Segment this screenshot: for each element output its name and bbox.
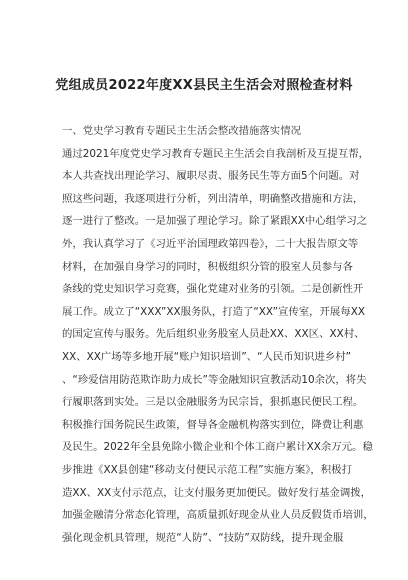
paragraph-line: 行履职落到实处。三是以金融服务为民宗旨，狠抓惠民便民工程。 <box>62 396 364 409</box>
paragraph-line: 条线的党史知识学习竞赛，强化党建对业务的引领。二是创新性开 <box>62 283 364 296</box>
paragraph-line: 造XX、XX支付示范点，让支付服务更加便民。做好发行基金调拨， <box>62 486 372 499</box>
paragraph-line: 强化现金机具管理，规范“人防”、“技防”双防线，提升现金服 <box>62 531 344 544</box>
paragraph-line: 外，我认真学习了《习近平治国理政第四卷》，二十大报告原文等 <box>62 237 359 250</box>
paragraph-line: 、“珍爱信用防范欺诈助力成长”等金融知识宣教活动10余次，将失 <box>62 373 367 386</box>
paragraph-line: 照这些问题，我逐项进行分析，列出清单，明确整改措施和方法， <box>62 192 364 205</box>
paragraph-line: 加强金融清分常态化管理，高质量抓好现金从业人员反假货币培训， <box>62 509 374 522</box>
paragraph-line: XX、XX广场等多地开展“账户知识培训”、“人民币知识进乡村” <box>62 350 351 363</box>
document-body <box>62 120 374 549</box>
paragraph-line: 及民生。2022年全县免除小微企业和个体工商户累计XX余万元。稳 <box>62 441 373 454</box>
paragraph-line: 材料，在加强自身学习的同时，积极组织分管的股室人员参与各 <box>62 260 353 273</box>
paragraph-line: 的国定宣传与服务。先后组织业务股室人员赴XX、XX区、XX村、 <box>62 328 365 341</box>
paragraph-line: 步推进《XX县创建“移动支付便民示范工程”实施方案》，积极打 <box>62 463 352 476</box>
paragraph-line: 展工作。成立了“XXX”XX服务队，打造了“XX”宣传室，开展每XX <box>62 305 365 318</box>
section-heading: 一、党史学习教育专题民主生活会整改措施落实情况 <box>62 125 301 137</box>
paragraph-line: 通过2021年度党史学习教育专题民主生活会自我剖析及互提互帮， <box>62 147 369 160</box>
paragraph-line: 积极推行国务院民生政策，督导各金融机构落实到位，降费让利惠 <box>62 418 364 431</box>
document-title: 党组成员2022年度XX县民主生活会对照检查材料 <box>55 78 353 93</box>
paragraph-line: 本人共查找出理论学习、履职尽责、服务民生等方面5个问题。对 <box>62 170 360 183</box>
paragraph-line: 逐一进行了整改。一是加强了理论学习。除了紧跟XX中心组学习之 <box>62 215 368 228</box>
